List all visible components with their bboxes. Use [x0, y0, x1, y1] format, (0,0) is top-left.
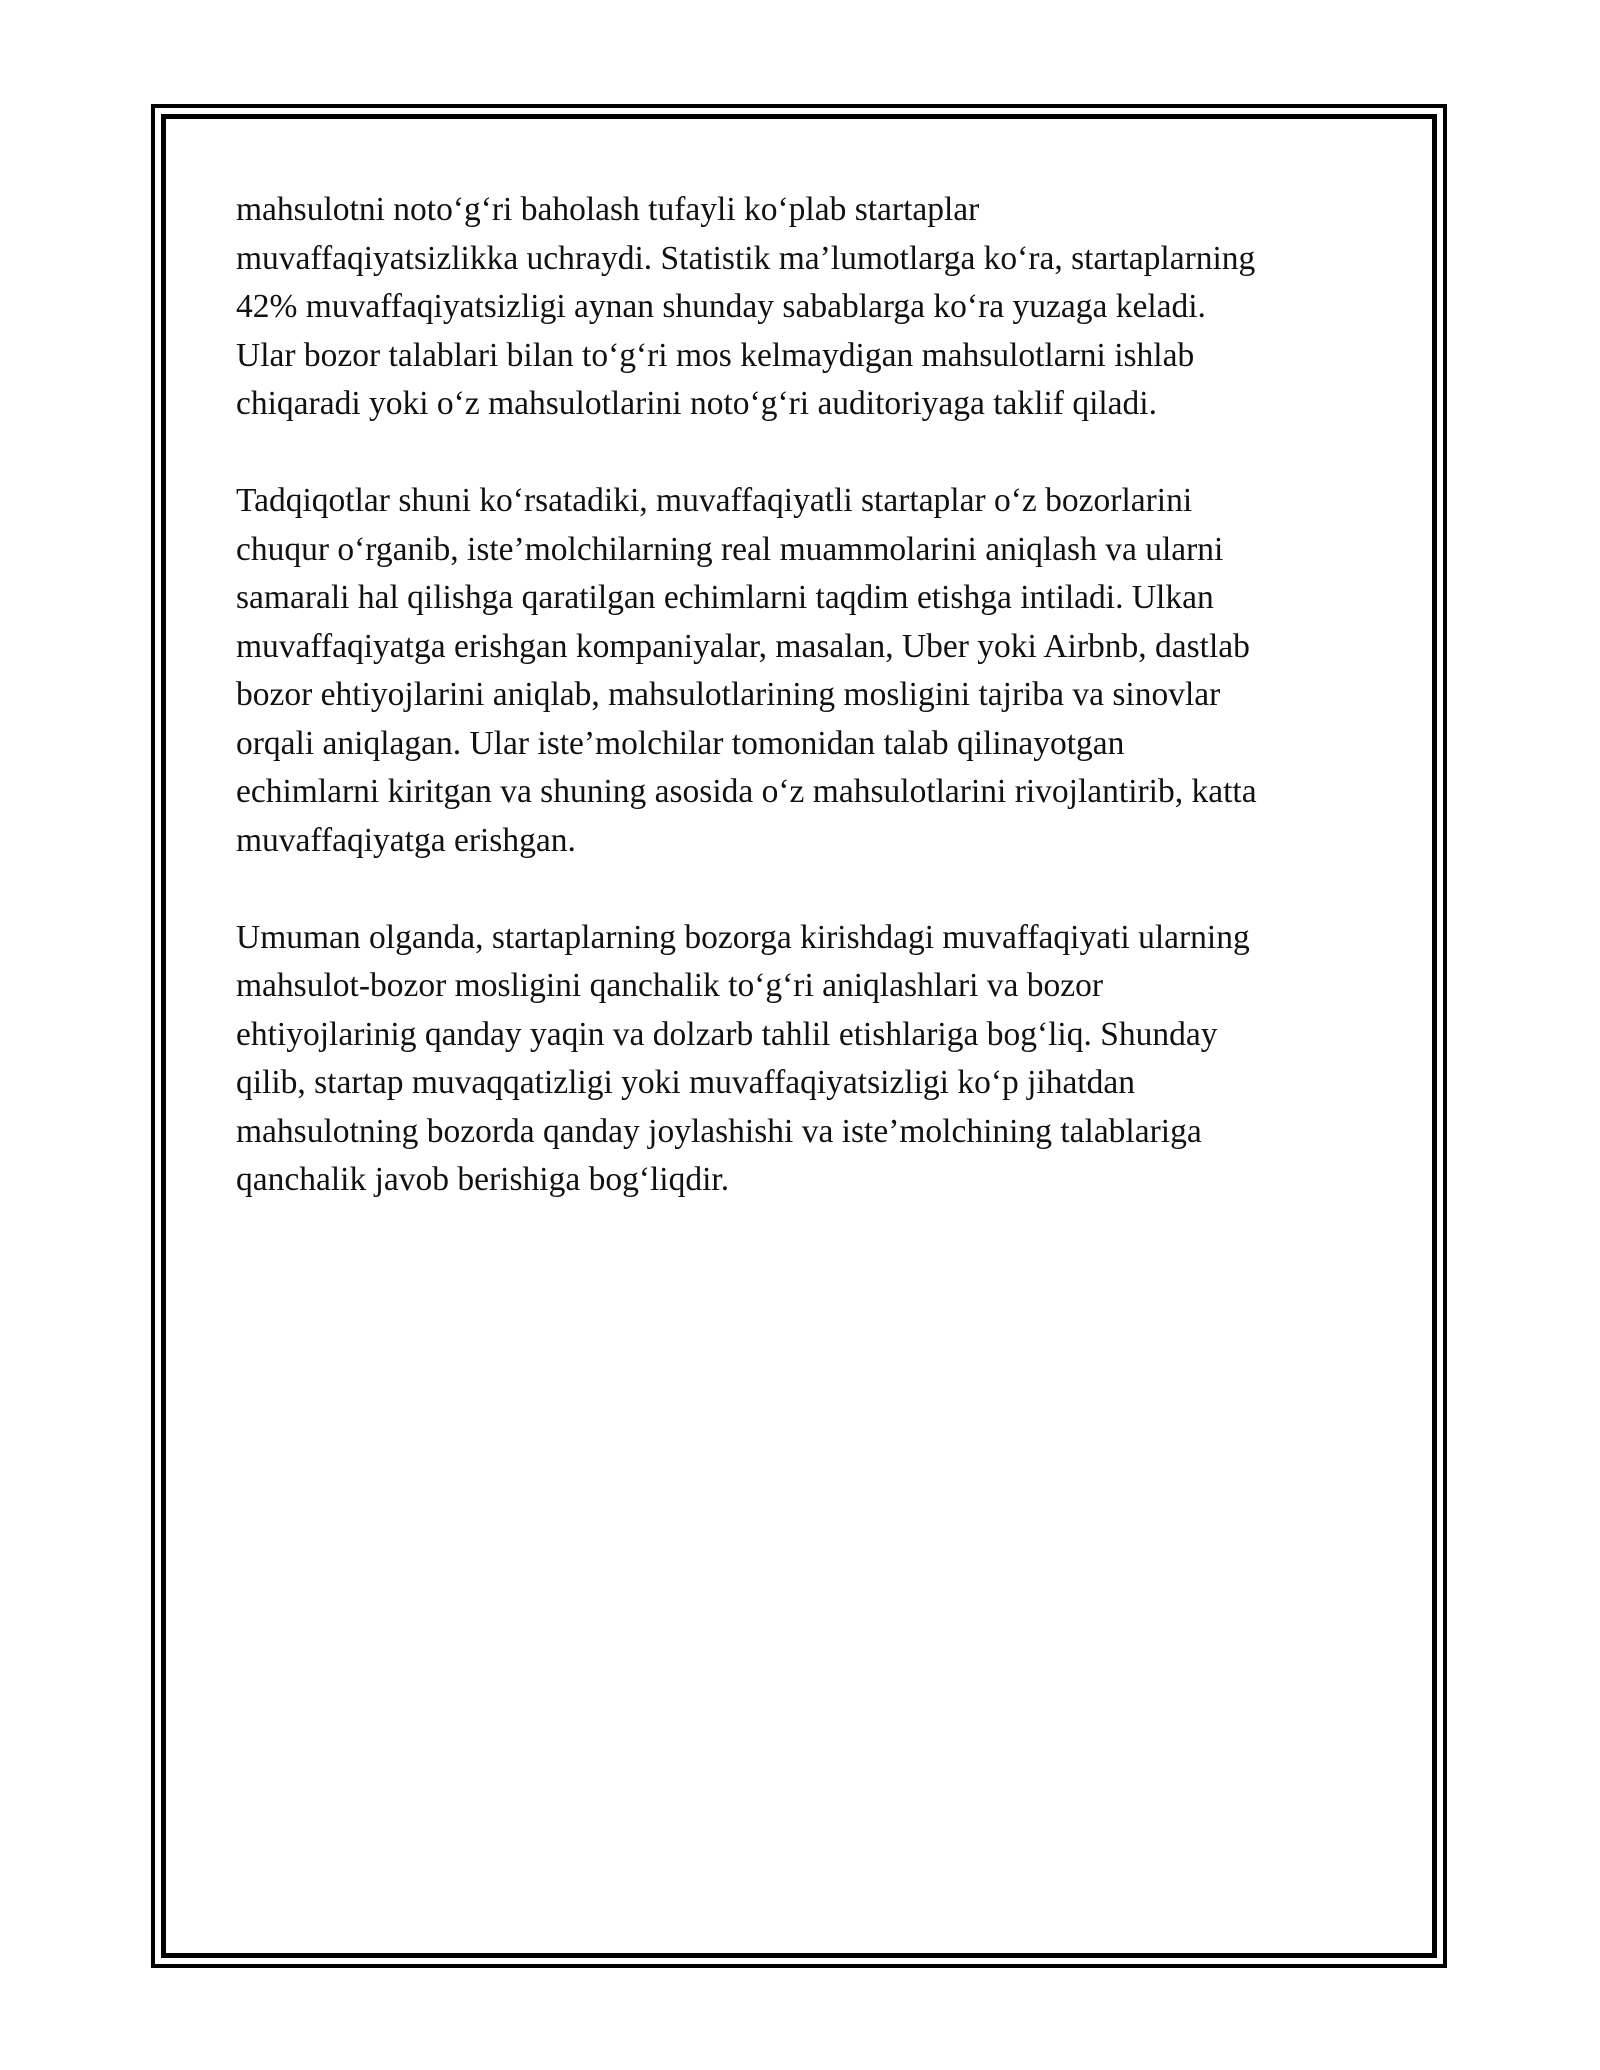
- document-body: [236, 186, 1376, 1253]
- paragraph-2: Tadqiqotlar shuni ko‘rsatadiki, muvaffaqiyatli startaplar o‘z bozorlarini chuqur o‘rganib, iste’molchilarning real muammolarini aniqlash va ularni samarali hal qilishga qaratilgan echimlarni taqdim etishga intiladi. Ulkan muvaffaqiyatga erishgan kompaniyalar, masalan, Uber yoki Airbnb, dastlab bozor ehtiyojlarini aniqlab, mahsulotlarining mosligini tajriba va sinovlar orqali aniqlagan. Ular iste’molchilar tomonidan talab qilinayotgan echimlarni kiritgan va shuning asosida o‘z mahsulotlarini rivojlantirib, katta muvaffaqiyatga erishgan.: [236, 482, 1257, 859]
- paragraph-1: mahsulotni noto‘g‘ri baholash tufayli ko‘plab startaplar muvaffaqiyatsizlikka uchraydi. Statistik ma’lumotlarga ko‘ra, startaplarning 42% muvaffaqiyatsizligi aynan shunday sabablarga ko‘ra yuzaga keladi. Ular bozor talablari bilan to‘g‘ri mos kelmaydigan mahsulotlarni ishlab chiqaradi yoki o‘z mahsulotlarini noto‘g‘ri auditoriyaga taklif qiladi.: [236, 191, 1256, 422]
- paragraph-3: Umuman olganda, startaplarning bozorga kirishdagi muvaffaqiyati ularning mahsulot-bozor mosligini qanchalik to‘g‘ri aniqlashlari va bozor ehtiyojlarinig qanday yaqin va dolzarb tahlil etishlariga bog‘liq. Shunday qilib, startap muvaqqatizligi yoki muvaffaqiyatsizligi ko‘p jihatdan mahsulotning bozorda qanday joylashishi va iste’molchining talablariga qanchalik javob berishiga bog‘liqdir.: [236, 918, 1250, 1198]
